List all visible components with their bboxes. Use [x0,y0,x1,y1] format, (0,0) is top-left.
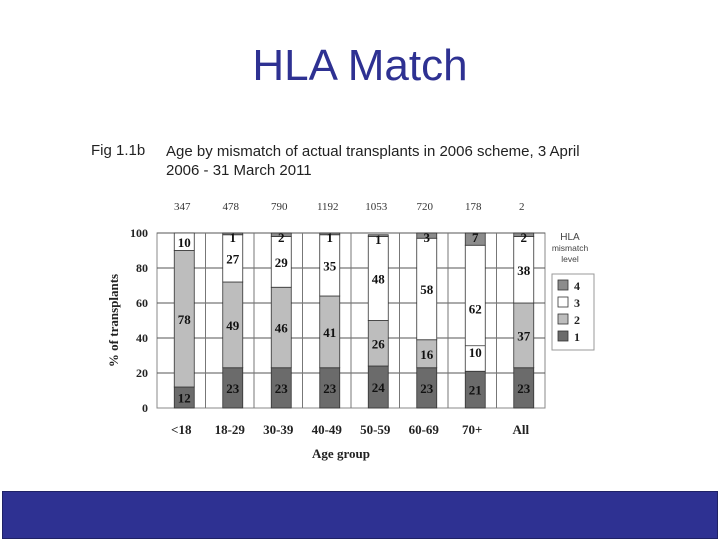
y-tick-label: 0 [142,401,148,415]
data-label: 23 [274,380,288,396]
data-label: 27 [226,251,240,267]
data-label: 23 [323,380,337,396]
x-tick-label: 50-59 [360,422,391,437]
y-tick-label: 40 [136,331,148,345]
legend-swatch [558,314,568,324]
legend-label: 1 [574,330,580,344]
legend-title: mismatch [551,243,589,253]
data-label: 23 [420,380,434,396]
data-label: 2 [520,230,527,245]
legend-title: level [561,254,579,264]
y-tick-label: 20 [136,366,148,380]
legend-swatch [558,331,568,341]
data-label: 24 [371,380,385,395]
bar-total-label: 1053 [365,201,388,213]
legend-label: 2 [574,313,580,327]
data-label: 38 [517,262,531,278]
slide-title: HLA Match [252,41,468,90]
legend-label: 4 [574,279,580,293]
data-label: 62 [468,301,482,317]
bar-total-label: 478 [222,201,239,213]
x-tick-label: All [512,422,530,437]
x-tick-label: 18-29 [214,422,245,437]
y-tick-label: 100 [130,226,148,240]
legend-swatch [558,280,568,290]
data-label: 23 [517,380,531,396]
data-label: 12 [177,390,191,406]
data-label: 1 [326,230,333,245]
x-tick-label: <18 [171,422,192,437]
data-label: 41 [323,324,337,340]
x-tick-label: 60-69 [408,422,439,437]
y-axis-label: % of transplants [106,273,121,368]
x-tick-label: 30-39 [263,422,294,437]
data-label: 35 [323,258,337,274]
data-label: 1 [229,230,236,245]
x-axis-label: Age group [312,446,370,461]
stacked-bar-chart [0,190,720,470]
data-label: 58 [420,282,434,297]
bar-total-label: 1192 [316,201,339,213]
data-label: 78 [177,311,191,327]
data-label: 26 [371,336,385,352]
footer-bar [2,491,718,539]
data-label: 3 [423,230,430,245]
figure-caption: Age by mismatch of actual transplants in 2006 scheme, 3 April 2006 - 31 March 2011 [166,143,580,179]
data-label: 10 [468,344,482,360]
data-label: 49 [226,317,240,333]
bar-total-label: 2 [519,201,525,213]
legend-label: 3 [574,296,580,310]
data-label: 37 [517,328,531,344]
x-tick-label: 40-49 [311,422,342,437]
data-label: 7 [472,230,479,245]
data-label: 2 [278,230,285,245]
bar-total-label: 347 [174,201,191,213]
data-label: 29 [274,254,288,270]
data-label: 23 [226,380,240,396]
data-label: 10 [177,234,191,250]
data-label: 48 [371,271,385,287]
bar-total-label: 178 [465,201,482,213]
y-tick-label: 80 [136,261,148,275]
y-tick-label: 60 [136,296,148,310]
legend-swatch [558,297,568,307]
x-tick-label: 70+ [462,422,483,437]
data-label: 1 [375,231,382,247]
figure-label: Fig 1.1b [91,142,146,159]
data-label: 16 [420,346,434,362]
data-label: 46 [274,320,288,336]
bar-total-label: 720 [416,201,433,213]
bar-total-label: 790 [271,201,288,213]
legend-title: HLA [560,232,580,243]
data-label: 21 [468,382,482,398]
